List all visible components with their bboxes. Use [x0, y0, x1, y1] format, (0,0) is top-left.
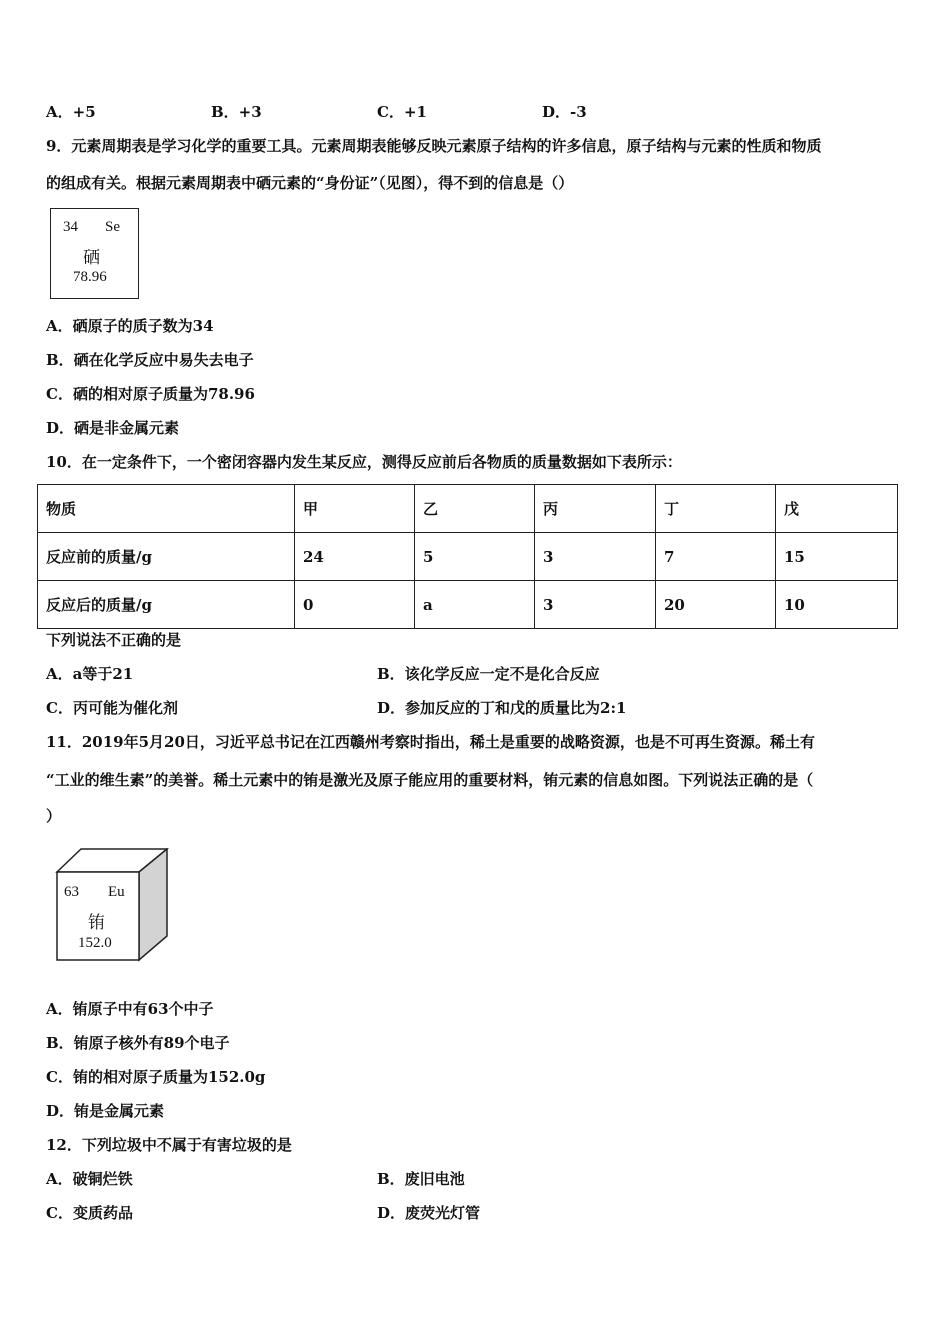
q9-stem-line1: 9．元素周期表是学习化学的重要工具。元素周期表能够反映元素原子结构的许多信息，原子结构与元素的性质和物质 [46, 137, 822, 155]
q12-option-a: A．破铜烂铁 [46, 1170, 133, 1188]
table-cell: 15 [776, 533, 898, 581]
q12-option-c: C．变质药品 [46, 1204, 133, 1222]
table-cell: 20 [656, 581, 776, 629]
q12-option-b: B．废旧电池 [377, 1170, 465, 1188]
element-name: 铕 [88, 913, 105, 932]
table-header-cell: 戊 [776, 485, 898, 533]
element-number: 63 [64, 884, 79, 900]
table-cell: 反应前的质量/g [38, 533, 295, 581]
q11-stem-line2: “工业的维生素”的美誉。稀土元素中的铕是激光及原子能应用的重要材料，铕元素的信息如图。下列说法正确的是（ [46, 771, 814, 789]
table-cell: a [415, 581, 535, 629]
table-header-cell: 甲 [295, 485, 415, 533]
table-header-cell: 丙 [535, 485, 656, 533]
table-cell: 7 [656, 533, 776, 581]
table-header-row [38, 485, 898, 533]
table-cell: 10 [776, 581, 898, 629]
q11-option-d: D．铕是金属元素 [46, 1102, 165, 1120]
element-number: 34 [63, 219, 78, 235]
q10-prompt: 下列说法不正确的是 [46, 631, 182, 649]
q10-option-a: A．a等于21 [46, 665, 134, 683]
table-row [38, 533, 898, 581]
table-cell: 0 [295, 581, 415, 629]
q9-option-c: C．硒的相对原子质量为78.96 [46, 385, 255, 403]
q8-option-a: A．+5 [46, 103, 96, 121]
table-header-cell: 乙 [415, 485, 535, 533]
table-cell: 5 [415, 533, 535, 581]
q8-option-d: D．-3 [542, 103, 587, 121]
element-symbol: Eu [108, 884, 125, 900]
element-name: 硒 [83, 248, 100, 267]
q10-stem: 10．在一定条件下，一个密闭容器内发生某反应，测得反应前后各物质的质量数据如下表所示： [46, 453, 682, 471]
q9-option-a: A．硒原子的质子数为34 [46, 317, 214, 335]
element-symbol: Se [105, 219, 120, 235]
q11-option-b: B．铕原子核外有89个电子 [46, 1034, 230, 1052]
table-cell: 3 [535, 581, 656, 629]
table-header-cell: 丁 [656, 485, 776, 533]
table-header-cell: 物质 [38, 485, 295, 533]
q11-option-c: C．铕的相对原子质量为152.0g [46, 1068, 266, 1086]
table-cell: 3 [535, 533, 656, 581]
q11-option-a: A．铕原子中有63个中子 [46, 1000, 214, 1018]
table-row [38, 581, 898, 629]
table-cell: 24 [295, 533, 415, 581]
q10-option-b: B．该化学反应一定不是化合反应 [377, 665, 600, 683]
element-mass: 152.0 [78, 935, 112, 951]
q11-stem-line1: 11．2019年5月20日，习近平总书记在江西赣州考察时指出，稀土是重要的战略资源，也是不可再生资源。稀土有 [46, 733, 815, 751]
table-cell: 反应后的质量/g [38, 581, 295, 629]
q9-option-d: D．硒是非金属元素 [46, 419, 180, 437]
element-mass: 78.96 [73, 269, 107, 285]
q9-stem-line2: 的组成有关。根据元素周期表中硒元素的“身份证”（见图），得不到的信息是（） [46, 174, 574, 192]
q10-option-c: C．丙可能为催化剂 [46, 699, 178, 717]
mass-data-table [37, 484, 898, 629]
q8-option-c: C．+1 [377, 103, 427, 121]
europium-element-cube [55, 848, 171, 964]
q11-stem-line3: ） [46, 807, 62, 825]
q8-option-b: B．+3 [211, 103, 262, 121]
q9-option-b: B．硒在化学反应中易失去电子 [46, 351, 254, 369]
q12-option-d: D．废荧光灯管 [377, 1204, 481, 1222]
selenium-element-card [50, 208, 139, 299]
q12-stem: 12．下列垃圾中不属于有害垃圾的是 [46, 1136, 292, 1154]
q10-option-d: D．参加反应的丁和戊的质量比为2:1 [377, 699, 627, 717]
